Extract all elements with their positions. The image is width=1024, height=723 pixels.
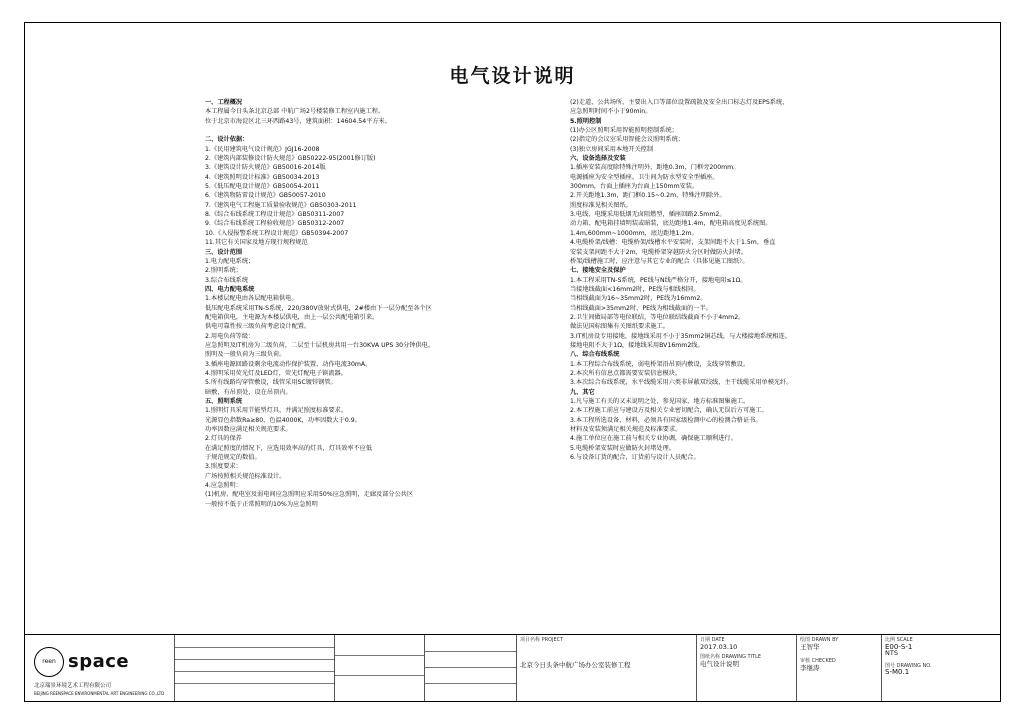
text-line: 照度标准见相关图纸。 [570,201,632,209]
text-line: 广场按照相关规范标准设计。 [205,472,286,480]
section-heading: 二、设计依据： [205,136,249,144]
section-heading: 三、设计范围 [205,248,243,256]
text-line: 光源显色指数Ra≥80，色温4000K，功率因数大于0.9。 [205,416,361,424]
text-line: 应急照明时间不小于90min。 [570,108,652,116]
section-heading: 五、照明系统 [205,398,243,405]
text-line: 300mm，台面上插座为台面上150mm安装。 [570,183,699,191]
section-heading: 七、接地安全及保护 [570,267,626,275]
company-cell [25,635,175,701]
text-line: 2.本工程施工前应与建设方及相关专业密切配合，确认无误后方可施工。 [570,407,768,415]
text-line [205,126,535,135]
text-line: 功率因数应满足相关规范要求。 [205,426,292,434]
text-line: 4.电缆桥架/线槽：电缆桥架/线槽水平安装时，支架间距不大于1.5m，垂直 [570,239,776,247]
text-line: 3.综合布线系统 [205,276,249,284]
text-line: 一般按不低于正常照明的10%为应急照明 [205,500,318,508]
section-heading: 一、工程概况 [205,99,243,106]
project-name: 北京今日头条中航广场办公室装修工程 [520,660,631,669]
left-text-column [205,98,535,509]
text-line: 6.与设备订货的配合，订货前与设计人员配合。 [570,454,700,462]
text-line: 2.开关距地1.3m，距门框0.15~0.2m，特殊注明除外。 [570,192,726,200]
date-label: 日期 DATE [700,637,725,643]
title-block [25,634,1000,701]
number-cell [882,635,1000,701]
text-line: 低压配电系统采用TN-S系统，220/380V放射式供电，2#楼由下一层分配至各个区 [205,304,432,312]
text-line: (3)独立房间采用本地开关控制 [570,145,654,153]
scale-value: NTS [885,649,898,657]
text-line: 7.《建筑电气工程施工质量验收规范》GB50303-2011 [205,201,357,209]
text-line: 接地电阻不大于1Ω，接地线采用BV16mm2线。 [570,341,704,349]
text-line: 3.本次综合布线系统，水平线缆采用六类非屏蔽双绞线，主干线缆采用单模光纤。 [570,379,793,387]
text-line: 1.凡与施工有关的又未说明之处，参见国家、地方标准图集施工。 [570,398,750,405]
text-line: 2.照明系统； [205,267,242,275]
drawing-label: 图纸名称 DRAWING TITLE [700,654,762,660]
text-line: 1.4m,600mm~1000mm，底边距地1.2m。 [570,229,698,237]
text-line: 桥架/线槽施工时，应注意与其它专业的配合（具体见施工图纸）。 [570,257,749,265]
text-line: 2.用电负荷等级： [205,332,255,340]
text-line: 1.电力配电系统； [205,257,255,265]
drawing-sheet [24,22,1001,702]
drawn-label: 绘图 DRAWN BY [800,637,839,643]
text-line: 2.卫生间做局部等电位联结，等电位联结线截面不小于4mm2。 [570,313,745,321]
text-line: 3.《建筑设计防火规范》GB50016-2014版 [205,164,326,172]
text-line: 5.电缆桥架安装时应做防火封堵处理。 [570,444,675,452]
checked-label: 审核 CHECKED [800,658,836,664]
text-line: 2.《建筑内部装修设计防火规范》GB50222-95(2001修订版) [205,155,376,163]
project-label: 项目名称 PROJECT [520,637,564,643]
text-line: (2)指定的会议室采用智能会议照明系统； [570,136,684,144]
text-line: 11.其它有关国家及地方现行规程规范 [205,239,308,247]
text-line: 1.本工程采用TN-S系统，PE线与N线严格分开，接地电阻≤1Ω。 [570,276,747,284]
document-title: 电气设计说明 [449,65,576,87]
text-line: 1.本楼层配电由各层配电箱供电。 [205,295,298,303]
text-line: 1.插座安装高度除特殊注明外，距地0.3m，门框旁200mm。 [570,164,740,172]
text-line: 安装支架间距不大于2m，电缆桥架穿越防火分区时做防火封堵。 [570,248,748,256]
section-heading: 九、其它 [570,388,595,396]
text-line: 1.照明灯具采用节能型灯具，并满足照度标准要求。 [205,407,348,415]
text-line: 应急照明及IT机房为二级负荷，二层至十层机房共用一台30KVA UPS 30分钟供电。 [205,341,435,349]
text-line: 5.《低压配电设计规范》GB50054-2011 [205,183,320,191]
text-line: 8.《综合布线系统工程设计规范》GB50311-2007 [205,211,345,219]
text-line: 在满足照度的情况下，应选用效率高的灯具，灯具效率不应低 [205,444,373,452]
drawn-value: 王智华 [800,642,820,651]
revision-cell [425,635,517,701]
text-line: 4.施工单位应在施工前与相关专业协调，确保施工顺利进行。 [570,435,737,443]
text-line: 当接地线截面<16mm2时，PE线与相线相同。 [570,285,700,293]
section-heading: 四、电力配电系统 [205,285,255,293]
section-heading: 六、设备选择及安装 [570,155,626,163]
text-line: 3.电线、电缆采用低烟无卤阻燃型，插座回路2.5mm2。 [570,211,726,219]
number-label: 图号 DRAWING NO. [885,662,932,669]
stamp-cell [335,635,425,701]
text-line: 本工程属今日头条北京总部 中航广场2号楼装修工程室内施工程。 [205,108,385,116]
text-line: 4.应急照明： [205,482,242,490]
text-line: 3.本工程所选设备、材料，必须具有国家级检测中心的检测合格证书。 [570,416,762,424]
logo-word: space [68,650,130,672]
text-line: 4.《建筑照明设计标准》GB50034-2013 [205,173,320,181]
text-line: 3.照度要求： [205,463,242,471]
company-name: 北京瑞景环境艺术工程有限公司 [34,683,112,689]
right-text-column [570,98,900,462]
text-line: 于规范规定的数值。 [205,454,261,462]
text-line: (1)办公区照明采用智能照明控制系统； [570,127,678,135]
text-line: (1)机房、配电室及弱电间应急照明应采用50%应急照明，走廊及部分公共区 [205,491,414,499]
drawing-name: 电气设计说明 [700,659,739,668]
company-name-en: BEIJING REENSPACE ENVIRONMENTAL ART ENGINEERING CO.,LTD [34,690,165,696]
date-value: 2017.03.10 [700,642,738,651]
drawing-number: S-M0.1 [885,668,910,676]
checked-value: 李继涛 [800,663,820,672]
text-line: 动力箱、配电箱挂墙明装或暗装，底边距地1.4m，配电箱高度见系统图。 [570,220,772,228]
text-line: 电源插座为安全型插座。卫生间为防水型安全型插座。 [570,173,719,181]
notes-cell [175,635,335,701]
text-line: 供电可靠性按三级负荷考虑设计配置。 [205,323,311,331]
project-cell [517,635,697,701]
text-line: 6.《建筑物防雷设计规范》GB50057-2010 [205,192,326,200]
text-line: 暗敷，有吊顶处，设在吊顶内。 [205,388,292,396]
text-line: 10.《入侵报警系统工程设计规范》GB50394-2007 [205,229,349,237]
text-line: 4.照明采用荧光灯及LED灯，荧光灯配电子镇流器。 [205,369,347,377]
text-line: 3.IT机房设专用接地，接地线采用不小于35mm2铜芯线，与大楼接地系统相连。 [570,332,791,340]
text-line: 位于北京市海淀区北三环西路43号，建筑面积：14604.54平方米。 [205,117,391,125]
text-line: 5.所有线路均穿管敷设，线管采用SC镀锌钢管。 [205,379,337,387]
logo-circle: reen [34,647,64,677]
text-line: 当相线截面为16~35mm2时，PE线为16mm2。 [570,295,707,303]
text-line: 配电箱供电，主电源为本楼层供电，由上一层公共配电箱引来。 [205,313,379,321]
text-line: 2.本次所有信息点都需要安装信息模块。 [570,369,682,377]
sheet-label: 比例 SCALE [885,637,913,643]
text-line: 照明及一般负荷为三级负荷。 [205,351,286,359]
text-line: 1.本工程综合布线系统，弱电桥架沿吊顶内敷设，支线穿管敷设。 [570,360,750,368]
sheet-value: E00-S-1 [885,642,913,651]
text-line: 2.灯具的保养 [205,435,242,443]
text-line: 做法见国标图集有关图纸要求施工。 [570,323,669,331]
text-line: (2)走道、公共场所，主要出入口等部位设置疏散及安全出口标志灯及EPS系统， [570,99,789,106]
text-line: 3.插座电源回路设剩余电流动作保护装置，动作电流30mA。 [205,360,372,368]
company-logo [34,647,171,677]
section-heading: 5.照明控制 [570,117,602,125]
text-line: 当相线截面>35mm2时，PE线为相线截面的一半。 [570,304,712,312]
section-heading: 八、综合布线系统 [570,351,620,359]
text-line: 9.《综合布线系统工程验收规范》GB50312-2007 [205,220,345,228]
drawing-title-cell [697,635,797,701]
text-line: 1.《民用建筑电气设计规范》JGJ16-2008 [205,145,320,153]
text-line: 材料及安装须满足相关规范及标准要求。 [570,426,682,434]
people-cell [797,635,882,701]
